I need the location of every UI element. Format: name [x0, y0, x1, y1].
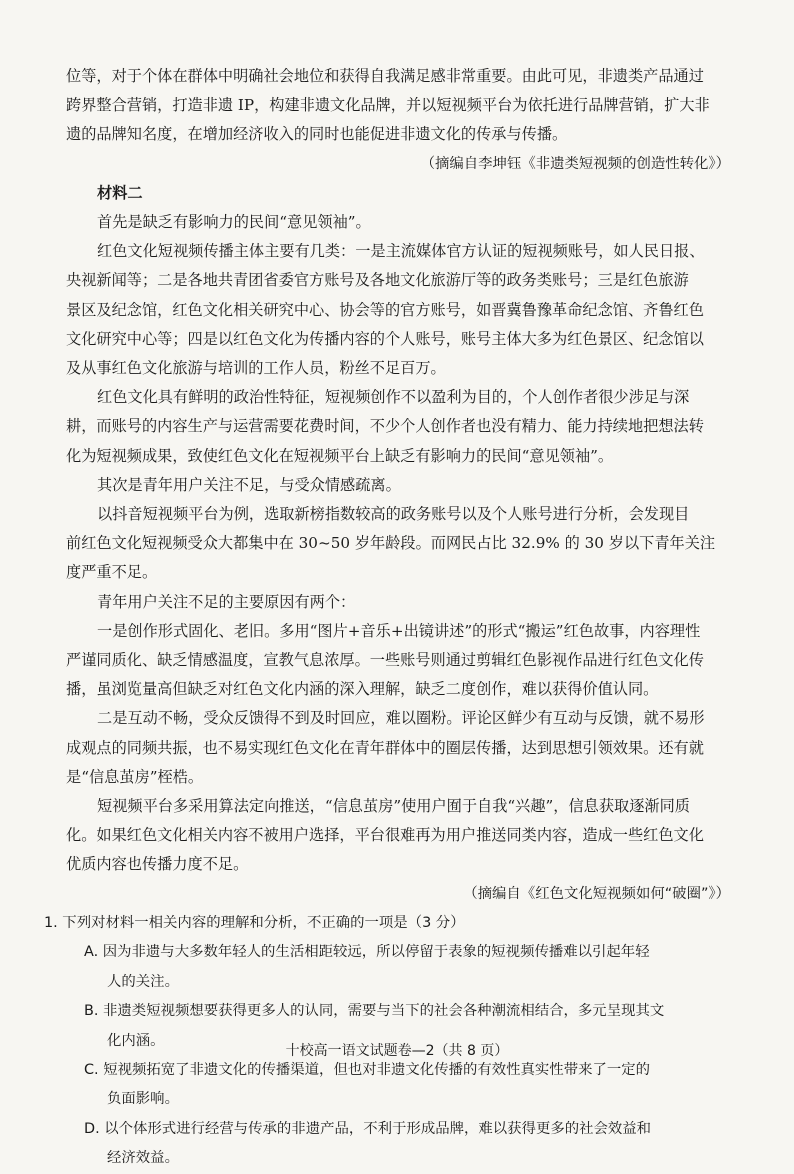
option-text: C. 短视频拓宽了非遗文化的传播渠道，但也对非遗文化传播的有效性真实性带来了一定的 — [84, 1061, 651, 1078]
option-continuation: 人的关注。 — [107, 973, 179, 990]
text-line: 严谨同质化、缺乏情感温度，宣教气息浓厚。一些账号则通过剪辑红色影视作品进行红色文化传 — [66, 651, 704, 670]
option-text: B. 非遗类短视频想要获得更多人的认同，需要与当下的社会各种潮流相结合，多元呈现其文 — [84, 1003, 665, 1020]
material1-tail — [66, 62, 730, 150]
text-line: 跨界整合营销，打造非遗 IP，构建非遗文化品牌，并以短视频平台为依托进行品牌营销，扩大非 — [66, 96, 710, 115]
paragraph — [66, 704, 730, 792]
page-footer: 十校高一语文试题卷—2（共 8 页） — [285, 1043, 509, 1059]
text-line: 首先是缺乏有影响力的民间“意见领袖”。 — [97, 213, 371, 232]
text-line: 以抖音短视频平台为例，选取新榜指数较高的政务账号以及个人账号进行分析，会发现目 — [97, 505, 690, 524]
text-line: 是“信息茧房”桎梏。 — [66, 767, 204, 786]
answer-option — [66, 1056, 730, 1115]
paragraph — [66, 792, 730, 880]
text-line: 播，虽浏览量高但缺乏对红色文化内涵的深入理解，缺乏二度创作，难以获得价值认同。 — [66, 680, 659, 699]
text-line: 央视新闻等；二是各地共青团省委官方账号及各地文化旅游厅等的政务类账号；三是红色旅游 — [66, 271, 689, 290]
text-line: 红色文化具有鲜明的政治性特征，短视频创作不以盈利为目的，个人创作者很少涉足与深 — [97, 388, 690, 407]
material2-heading: 材料二 — [97, 183, 143, 202]
text-line: 其次是青年用户关注不足，与受众情感疏离。 — [97, 475, 401, 494]
paragraph — [66, 500, 730, 588]
option-text: A. 因为非遗与大多数年轻人的生活相距较远，所以停留于表象的短视频传播难以引起年轻 — [84, 944, 650, 961]
text-line: 二是互动不畅，受众反馈得不到及时回应，难以圈粉。评论区鲜少有互动与反馈，就不易形 — [97, 709, 705, 728]
option-text: D. 以个体形式进行经营与传承的非遗产品，不利于形成品牌，难以获得更多的社会效益和 — [84, 1120, 652, 1137]
paragraph — [66, 588, 730, 617]
text-line: 位等，对于个体在群体中明确社会地位和获得自我满足感非常重要。由此可见，非遗类产品通过 — [66, 67, 704, 85]
question-stem: 1. 下列对材料一相关内容的理解和分析，不正确的一项是（3 分） — [44, 914, 465, 931]
source-citation-1: （摘编自李坤钰《非遗类短视频的创造性转化》） — [420, 155, 730, 172]
source-citation-2: （摘编自《红色文化短视频如何“破圈”》） — [463, 885, 730, 902]
material2-body — [66, 208, 730, 880]
text-line: 度严重不足。 — [66, 563, 158, 582]
text-line: 文化研究中心等；四是以红色文化为传播内容的个人账号，账号主体大多为红色景区、纪念馆以 — [66, 329, 704, 348]
answer-option — [66, 1115, 730, 1174]
option-continuation: 化内涵。 — [107, 1032, 165, 1049]
text-line: 短视频平台多采用算法定向推送，“信息茧房”使用户囿于自我“兴趣”，信息获取逐渐同质 — [97, 797, 690, 816]
paragraph — [66, 383, 730, 471]
text-line: 成观点的同频共振，也不易实现红色文化在青年群体中的圈层传播，达到思想引领效果。还有就 — [66, 738, 704, 757]
paragraph — [66, 471, 730, 500]
text-line: 一是创作形式固化、老旧。多用“图片+音乐+出镜讲述”的形式“搬运”红色故事，内容理性 — [97, 621, 701, 640]
text-line: 景区及纪念馆，红色文化相关研究中心、协会等的官方账号，如晋冀鲁豫革命纪念馆、齐鲁红色 — [66, 300, 704, 319]
text-line: 化。如果红色文化相关内容不被用户选择，平台很难再为用户推送同类内容，造成一些红色文化 — [66, 826, 704, 845]
text-line: 化为短视频成果，致使红色文化在短视频平台上缺乏有影响力的民间“意见领袖”。 — [66, 446, 614, 465]
text-line: 优质内容也传播力度不足。 — [66, 855, 249, 874]
option-continuation: 经济效益。 — [107, 1150, 179, 1167]
text-line: 耕，而账号的内容生产与运营需要花费时间，不少个人创作者也没有精力、能力持续地把想法转 — [66, 417, 704, 436]
option-continuation: 负面影响。 — [107, 1091, 179, 1108]
paragraph — [66, 617, 730, 705]
paragraph — [66, 237, 730, 383]
text-line: 红色文化短视频传播主体主要有几类：一是主流媒体官方认证的短视频账号，如人民日报、 — [97, 242, 705, 261]
text-line: 青年用户关注不足的主要原因有两个： — [97, 592, 356, 611]
text-line: 遗的品牌知名度，在增加经济收入的同时也能促进非遗文化的传承与传播。 — [66, 125, 568, 144]
text-line: 前红色文化短视频受众大都集中在 30~50 岁年龄段。而网民占比 32.9% 的 30 岁以下青年关注 — [66, 534, 716, 553]
paragraph — [66, 208, 730, 237]
text-line: 及从事红色文化旅游与培训的工作人员，粉丝不足百万。 — [66, 359, 446, 378]
exam-page — [44, 62, 730, 1174]
answer-option — [66, 938, 730, 997]
